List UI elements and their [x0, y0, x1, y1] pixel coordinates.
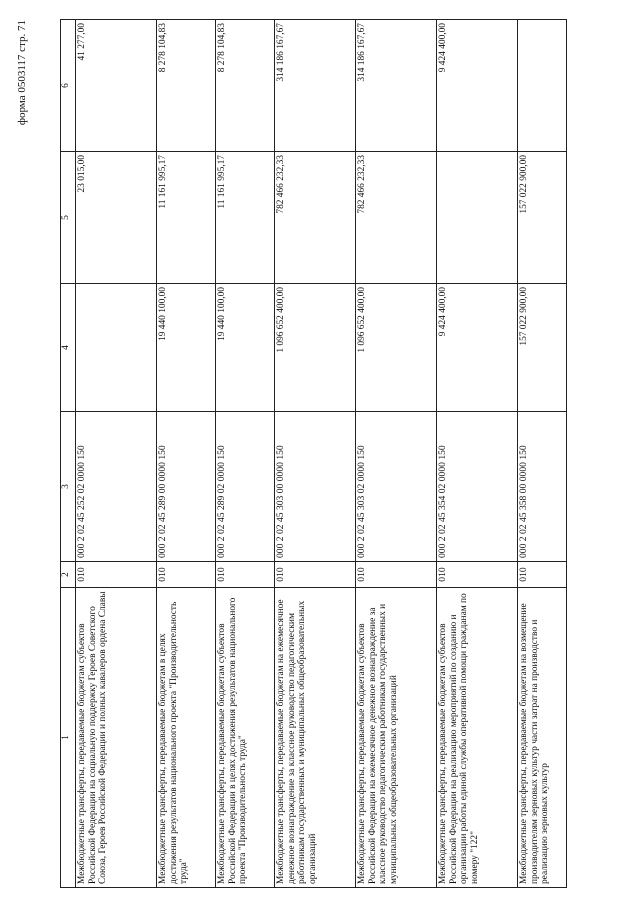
- row-name: Межбюджетные трансферты, передаваемые бюджетам субъектов Российской Федерации на ежемесячное денежное вознаграждение за классное руководство педагогическим работникам государственных и муниципальных общеобразовательных организаций: [356, 588, 437, 888]
- line-code: 010: [437, 562, 518, 588]
- line-code: 010: [356, 562, 437, 588]
- executed-amount: [437, 152, 518, 284]
- budget-code: 000 2 02 45 252 02 0000 150: [76, 412, 157, 562]
- remaining-amount: 8 278 104,83: [216, 20, 275, 152]
- row-name: Межбюджетные трансферты, передаваемые бюджетам в целях достижения результатов национального проекта "Производительность труда": [157, 588, 216, 888]
- column-header-6: 6: [61, 20, 76, 152]
- row-name: Межбюджетные трансферты, передаваемые бюджетам субъектов Российской Федерации на социальную поддержку Героев Советского Союза, Героев Российской Федерации и полных кавалеров ордена Славы: [76, 588, 157, 888]
- budget-code: 000 2 02 45 358 00 0000 150: [518, 412, 567, 562]
- executed-amount: 11 161 995,17: [216, 152, 275, 284]
- executed-amount: 23 015,00: [76, 152, 157, 284]
- row-name: Межбюджетные трансферты, передаваемые бюджетам на возмещение производителям зерновых культур части затрат на производство и реализацию зерновых культур: [518, 588, 567, 888]
- budget-code: 000 2 02 45 303 00 0000 150: [275, 412, 356, 562]
- table-row: [76, 20, 157, 888]
- budget-code: 000 2 02 45 303 02 0000 150: [356, 412, 437, 562]
- form-reference: форма 0503117 стр. 71: [16, 20, 28, 126]
- table-row: [157, 20, 216, 888]
- line-code: 010: [76, 562, 157, 588]
- approved-amount: 19 440 100,00: [216, 284, 275, 412]
- remaining-amount: 41 277,00: [76, 20, 157, 152]
- transfers-table: [60, 19, 567, 888]
- executed-amount: 157 022 900,00: [518, 152, 567, 284]
- remaining-amount: 314 186 167,67: [356, 20, 437, 152]
- table-row: [356, 20, 437, 888]
- column-header-5: 5: [61, 152, 76, 284]
- table-row: [437, 20, 518, 888]
- remaining-amount: 9 424 400,00: [437, 20, 518, 152]
- executed-amount: 782 466 232,33: [356, 152, 437, 284]
- line-code: 010: [275, 562, 356, 588]
- approved-amount: [76, 284, 157, 412]
- approved-amount: 157 022 900,00: [518, 284, 567, 412]
- budget-code: 000 2 02 45 354 02 0000 150: [437, 412, 518, 562]
- budget-code: 000 2 02 45 289 00 0000 150: [157, 412, 216, 562]
- approved-amount: 1 096 652 400,00: [275, 284, 356, 412]
- line-code: 010: [216, 562, 275, 588]
- row-name: Межбюджетные трансферты, передаваемые бюджетам субъектов Российской Федерации на реализацию мероприятий по созданию и организации работы единой службы оперативной помощи гражданам по номеру "122": [437, 588, 518, 888]
- column-header-1: 1: [61, 588, 76, 888]
- budget-code: 000 2 02 45 289 02 0000 150: [216, 412, 275, 562]
- column-header-4: 4: [61, 284, 76, 412]
- report-sheet: [16, 20, 551, 888]
- remaining-amount: [518, 20, 567, 152]
- table-row: [216, 20, 275, 888]
- remaining-amount: 8 278 104,83: [157, 20, 216, 152]
- approved-amount: 19 440 100,00: [157, 284, 216, 412]
- line-code: 010: [157, 562, 216, 588]
- approved-amount: 9 424 400,00: [437, 284, 518, 412]
- column-header-2: 2: [61, 562, 76, 588]
- table-row: [518, 20, 567, 888]
- line-code: 010: [518, 562, 567, 588]
- row-name: Межбюджетные трансферты, передаваемые бюджетам на ежемесячное денежное вознаграждение за классное руководство педагогическим работникам государственных и муниципальных общеобразовательных организаций: [275, 588, 356, 888]
- remaining-amount: 314 186 167,67: [275, 20, 356, 152]
- executed-amount: 782 466 232,33: [275, 152, 356, 284]
- column-header-3: 3: [61, 412, 76, 562]
- table-row: [275, 20, 356, 888]
- column-number-row: [61, 20, 76, 888]
- executed-amount: 11 161 995,17: [157, 152, 216, 284]
- row-name: Межбюджетные трансферты, передаваемые бюджетам субъектов Российской Федерации в целях достижения результатов национального проекта "Производительность труда": [216, 588, 275, 888]
- approved-amount: 1 096 652 400,00: [356, 284, 437, 412]
